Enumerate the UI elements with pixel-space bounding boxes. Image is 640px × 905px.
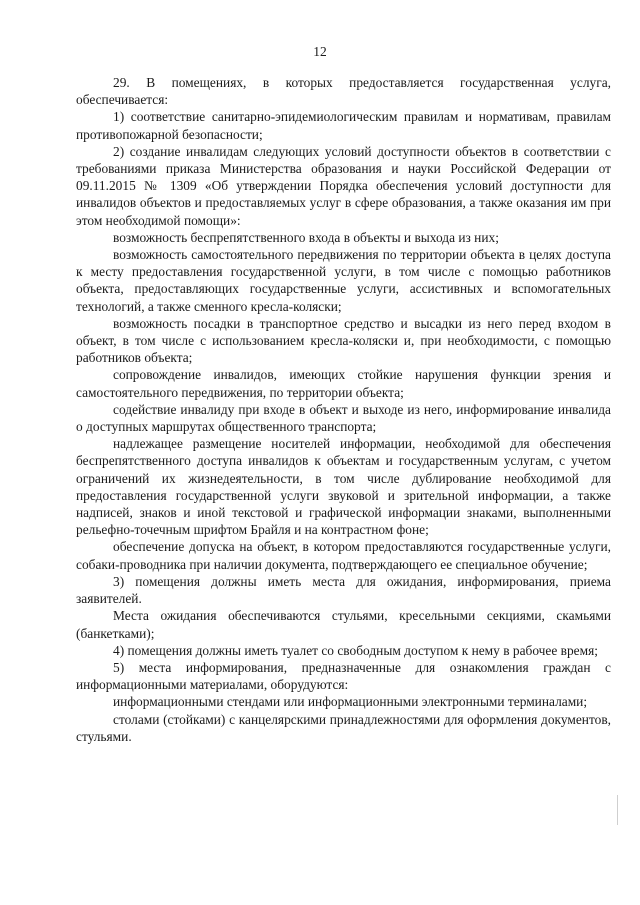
paragraph-escort: сопровождение инвалидов, имеющих стойкие нарушения функции зрения и самостоятельного передвижения, по территории объекта; <box>76 367 611 400</box>
paragraph-restroom: 4) помещения должны иметь туалет со свободным доступом к нему в рабочее время; <box>113 642 598 658</box>
paragraph-seating: Места ожидания обеспечиваются стульями, кресельными секциями, скамьями (банкетками); <box>76 608 611 641</box>
document-body <box>76 74 611 745</box>
paragraph-unobstructed-entry: возможность беспрепятственного входа в объекты и выхода из них; <box>113 229 499 245</box>
paragraph-info-stands: информационными стендами или информационными электронными терминалами; <box>113 694 588 710</box>
paragraph-guide-dog: обеспечение допуска на объект, в котором предоставляются государственные услуги, собаки-проводника при наличии документа, подтверждающего ее специальное обучение; <box>76 539 611 572</box>
paragraph-independent-movement: возможность самостоятельного передвижения по территории объекта в целях доступа к месту предоставления государственной услуги, в том числе с помощью работников объекта, предоставляющих государственные услуги, ассистивных и вспомогательных технологий, а также сменного кресла-коляски; <box>76 247 611 314</box>
paragraph-transport-boarding: возможность посадки в транспортное средство и высадки из него перед входом в объект, в том числе с использованием кресла-коляски и, при необходимости, с помощью работников объекта; <box>76 315 611 366</box>
scan-margin-mark <box>617 795 618 825</box>
paragraph-item-29: 29. В помещениях, в которых предоставляется государственная услуга, обеспечивается: <box>76 75 611 108</box>
paragraph-information-places: 5) места информирования, предназначенные для ознакомления граждан с информационными материалами, оборудуются: <box>76 659 611 693</box>
page-number: 12 <box>313 44 327 59</box>
paragraph-entry-assistance: содействие инвалиду при входе в объект и выходе из него, информирование инвалида о доступных маршрутах общественного транспорта; <box>76 401 611 435</box>
paragraph-accessibility-conditions: 2) создание инвалидам следующих условий доступности объектов в соответствии с требованиями приказа Министерства образования и науки Российской Федерации от 09.11.2015 № 1309 «Об утверждении Порядка обеспечения условий доступности для инвалидов объектов и предоставляемых услуг в сфере образования, а также оказания им при этом необходимой помощи»: <box>76 143 611 228</box>
paragraph-information-placement: надлежащее размещение носителей информации, необходимой для обеспечения беспрепятственного доступа инвалидов к объектам и государственным услугам, с учетом ограничений их жизнедеятельности, в том числе дублирование необходимой для предоставления государственной услуги звуковой и зрительной информации, а также надписей, знаков и иной текстовой и графической информации знаками, выполненными рельефно-точечным шрифтом Брайля и на контрастном фоне; <box>76 436 611 538</box>
paragraph-waiting-areas: 3) помещения должны иметь места для ожидания, информирования, приема заявителей. <box>76 573 611 607</box>
paragraph-sanitary-norms: 1) соответствие санитарно-эпидемиологическим правилам и нормативам, правилам противопожарной безопасности; <box>76 109 611 142</box>
paragraph-desks: столами (стойками) с канцелярскими принадлежностями для оформления документов, стульями. <box>76 711 611 744</box>
